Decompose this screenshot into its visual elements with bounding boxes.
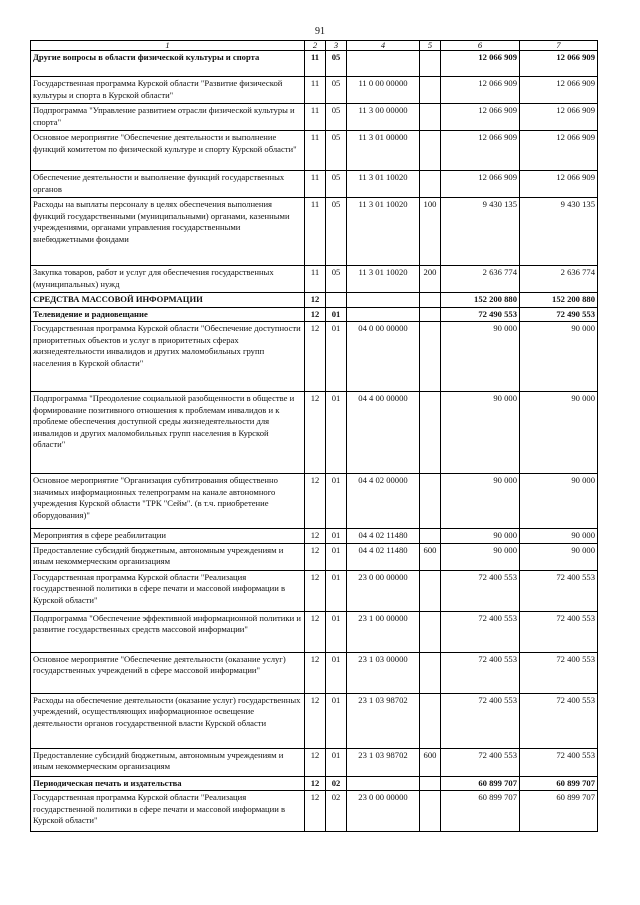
header-col-5: 5 (420, 41, 441, 51)
item-name: Государственная программа Курской области "Реализация государственной политики в сфере печати и массовой информации в Курской области" (31, 570, 305, 611)
amount-year-1: 9 430 135 (441, 198, 520, 266)
expense-type-code (420, 392, 441, 474)
amount-year-2: 90 000 (520, 543, 598, 570)
amount-year-2: 2 636 774 (520, 266, 598, 293)
expense-type-code (420, 791, 441, 832)
amount-year-1: 72 400 553 (441, 611, 520, 652)
section-code: 12 (305, 392, 326, 474)
amount-year-1: 90 000 (441, 392, 520, 474)
table-row (31, 543, 598, 570)
header-col-4: 4 (347, 41, 420, 51)
target-article-code: 11 3 00 00000 (347, 104, 420, 131)
amount-year-2: 72 400 553 (520, 570, 598, 611)
header-col-6: 6 (441, 41, 520, 51)
target-article-code: 04 4 00 00000 (347, 392, 420, 474)
expense-type-code (420, 570, 441, 611)
subsection-code: 01 (326, 570, 347, 611)
amount-year-1: 12 066 909 (441, 51, 520, 77)
item-name: СРЕДСТВА МАССОВОЙ ИНФОРМАЦИИ (31, 293, 305, 308)
expense-type-code (420, 131, 441, 171)
amount-year-1: 72 400 553 (441, 652, 520, 693)
table-row (31, 529, 598, 544)
table-row (31, 791, 598, 832)
amount-year-2: 12 066 909 (520, 171, 598, 198)
target-article-code: 23 1 03 98702 (347, 748, 420, 776)
expense-type-code: 600 (420, 748, 441, 776)
table-row (31, 51, 598, 77)
expense-type-code (420, 307, 441, 322)
table-row (31, 611, 598, 652)
target-article-code: 23 1 03 98702 (347, 693, 420, 748)
amount-year-1: 12 066 909 (441, 77, 520, 104)
target-article-code: 04 4 02 00000 (347, 474, 420, 529)
section-code: 12 (305, 322, 326, 392)
section-code: 12 (305, 570, 326, 611)
table-row (31, 570, 598, 611)
table-row (31, 748, 598, 776)
item-name: Подпрограмма "Управление развитием отрасли физической культуры и спорта" (31, 104, 305, 131)
section-code: 12 (305, 474, 326, 529)
target-article-code: 23 0 00 00000 (347, 791, 420, 832)
table-row (31, 131, 598, 171)
header-col-7: 7 (520, 41, 598, 51)
subsection-code: 01 (326, 529, 347, 544)
subsection-code: 05 (326, 266, 347, 293)
subsection-code: 01 (326, 543, 347, 570)
subsection-code: 01 (326, 652, 347, 693)
section-code: 12 (305, 611, 326, 652)
item-name: Основное мероприятие "Обеспечение деятельности и выполнение функций комитетом по физической культуре и спорту Курской области" (31, 131, 305, 171)
expense-type-code (420, 611, 441, 652)
expense-type-code (420, 51, 441, 77)
amount-year-2: 72 490 553 (520, 307, 598, 322)
amount-year-2: 72 400 553 (520, 652, 598, 693)
section-code: 12 (305, 776, 326, 791)
section-code: 11 (305, 171, 326, 198)
item-name: Предоставление субсидий бюджетным, автономным учреждениям и иным некоммерческим организациям (31, 748, 305, 776)
section-code: 11 (305, 198, 326, 266)
amount-year-1: 90 000 (441, 543, 520, 570)
amount-year-1: 12 066 909 (441, 131, 520, 171)
header-col-2: 2 (305, 41, 326, 51)
target-article-code: 11 3 01 10020 (347, 171, 420, 198)
amount-year-1: 72 490 553 (441, 307, 520, 322)
amount-year-1: 90 000 (441, 474, 520, 529)
section-code: 12 (305, 652, 326, 693)
subsection-code: 05 (326, 77, 347, 104)
expense-type-code (420, 652, 441, 693)
target-article-code: 11 3 01 10020 (347, 266, 420, 293)
amount-year-1: 90 000 (441, 529, 520, 544)
expense-type-code (420, 474, 441, 529)
budget-table (30, 40, 598, 832)
target-article-code: 23 1 03 00000 (347, 652, 420, 693)
expense-type-code (420, 293, 441, 308)
expense-type-code (420, 529, 441, 544)
table-row (31, 307, 598, 322)
target-article-code (347, 51, 420, 77)
amount-year-2: 152 200 880 (520, 293, 598, 308)
table-row (31, 293, 598, 308)
item-name: Телевидение и радиовещание (31, 307, 305, 322)
expense-type-code (420, 693, 441, 748)
section-code: 11 (305, 131, 326, 171)
amount-year-2: 12 066 909 (520, 77, 598, 104)
table-row (31, 77, 598, 104)
item-name: Периодическая печать и издательства (31, 776, 305, 791)
section-code: 12 (305, 307, 326, 322)
item-name: Обеспечение деятельности и выполнение функций государственных органов (31, 171, 305, 198)
section-code: 11 (305, 104, 326, 131)
amount-year-1: 152 200 880 (441, 293, 520, 308)
item-name: Предоставление субсидий бюджетным, автономным учреждениям и иным некоммерческим организациям (31, 543, 305, 570)
target-article-code: 04 4 02 11480 (347, 543, 420, 570)
subsection-code: 01 (326, 474, 347, 529)
item-name: Подпрограмма "Преодоление социальной разобщенности в обществе и формирование позитивного отношения к проблемам инвалидов и к проблеме обеспечения доступной среды жизнедеятельности для инвалидов и других маломобильных групп населения в Курской области" (31, 392, 305, 474)
item-name: Закупка товаров, работ и услуг для обеспечения государственных (муниципальных) нужд (31, 266, 305, 293)
item-name: Подпрограмма "Обеспечение эффективной информационной политики и развитие государственных средств массовой информации" (31, 611, 305, 652)
amount-year-2: 72 400 553 (520, 748, 598, 776)
subsection-code: 01 (326, 748, 347, 776)
item-name: Государственная программа Курской области "Реализация государственной политики в сфере печати и массовой информации в Курской области" (31, 791, 305, 832)
amount-year-1: 72 400 553 (441, 570, 520, 611)
table-row (31, 171, 598, 198)
subsection-code: 05 (326, 51, 347, 77)
page-number: 91 (315, 26, 325, 37)
item-name: Государственная программа Курской области "Обеспечение доступности приоритетных объектов и услуг в приоритетных сферах жизнедеятельности инвалидов и других маломобильных групп населения в Курской области" (31, 322, 305, 392)
target-article-code: 23 0 00 00000 (347, 570, 420, 611)
item-name: Мероприятия в сфере реабилитации (31, 529, 305, 544)
subsection-code: 05 (326, 171, 347, 198)
expense-type-code: 600 (420, 543, 441, 570)
target-article-code: 11 0 00 00000 (347, 77, 420, 104)
subsection-code: 05 (326, 198, 347, 266)
target-article-code: 23 1 00 00000 (347, 611, 420, 652)
header-col-1: 1 (31, 41, 305, 51)
amount-year-2: 72 400 553 (520, 611, 598, 652)
table-row (31, 693, 598, 748)
table-row (31, 322, 598, 392)
amount-year-1: 12 066 909 (441, 104, 520, 131)
table-row (31, 474, 598, 529)
amount-year-2: 90 000 (520, 322, 598, 392)
subsection-code: 05 (326, 131, 347, 171)
amount-year-2: 72 400 553 (520, 693, 598, 748)
amount-year-2: 12 066 909 (520, 104, 598, 131)
amount-year-2: 90 000 (520, 529, 598, 544)
expense-type-code (420, 322, 441, 392)
item-name: Основное мероприятие "Организация субтитрования общественно значимых информационных телепрограмм на канале автономного учреждения Курской области "ТРК "Сейм". (в т.ч. приобретение оборудования)" (31, 474, 305, 529)
amount-year-2: 12 066 909 (520, 51, 598, 77)
amount-year-1: 2 636 774 (441, 266, 520, 293)
subsection-code (326, 293, 347, 308)
amount-year-2: 90 000 (520, 392, 598, 474)
section-code: 11 (305, 266, 326, 293)
section-code: 12 (305, 791, 326, 832)
amount-year-1: 60 899 707 (441, 776, 520, 791)
subsection-code: 01 (326, 307, 347, 322)
item-name: Основное мероприятие "Обеспечение деятельности (оказание услуг) государственных учреждений в сфере массовой информации" (31, 652, 305, 693)
section-code: 11 (305, 51, 326, 77)
expense-type-code (420, 776, 441, 791)
amount-year-2: 9 430 135 (520, 198, 598, 266)
subsection-code: 01 (326, 611, 347, 652)
amount-year-2: 60 899 707 (520, 791, 598, 832)
expense-type-code: 100 (420, 198, 441, 266)
table-row (31, 652, 598, 693)
section-code: 12 (305, 543, 326, 570)
header-col-3: 3 (326, 41, 347, 51)
table-row (31, 266, 598, 293)
target-article-code: 11 3 01 10020 (347, 198, 420, 266)
target-article-code: 04 0 00 00000 (347, 322, 420, 392)
subsection-code: 01 (326, 693, 347, 748)
table-row (31, 776, 598, 791)
amount-year-1: 12 066 909 (441, 171, 520, 198)
section-code: 12 (305, 693, 326, 748)
subsection-code: 02 (326, 776, 347, 791)
expense-type-code (420, 104, 441, 131)
amount-year-1: 90 000 (441, 322, 520, 392)
target-article-code (347, 293, 420, 308)
expense-type-code: 200 (420, 266, 441, 293)
subsection-code: 01 (326, 392, 347, 474)
amount-year-2: 60 899 707 (520, 776, 598, 791)
amount-year-2: 12 066 909 (520, 131, 598, 171)
target-article-code: 04 4 02 11480 (347, 529, 420, 544)
item-name: Другие вопросы в области физической культуры и спорта (31, 51, 305, 77)
item-name: Расходы на обеспечение деятельности (оказание услуг) государственных учреждений, осуществляющих информационное освещение деятельности органов государственной власти Курской области (31, 693, 305, 748)
section-code: 12 (305, 529, 326, 544)
section-code: 12 (305, 748, 326, 776)
target-article-code: 11 3 01 00000 (347, 131, 420, 171)
amount-year-1: 72 400 553 (441, 748, 520, 776)
table-row (31, 104, 598, 131)
table-row (31, 392, 598, 474)
section-code: 11 (305, 77, 326, 104)
subsection-code: 05 (326, 104, 347, 131)
target-article-code (347, 307, 420, 322)
column-header-row (31, 41, 598, 51)
amount-year-2: 90 000 (520, 474, 598, 529)
amount-year-1: 72 400 553 (441, 693, 520, 748)
expense-type-code (420, 77, 441, 104)
table-row (31, 198, 598, 266)
item-name: Государственная программа Курской области "Развитие физической культуры и спорта в Курской области" (31, 77, 305, 104)
expense-type-code (420, 171, 441, 198)
subsection-code: 02 (326, 791, 347, 832)
amount-year-1: 60 899 707 (441, 791, 520, 832)
subsection-code: 01 (326, 322, 347, 392)
item-name: Расходы на выплаты персоналу в целях обеспечения выполнения функций государственными (муниципальными) органами, казенными учреждениями, органами управления государственными внебюджетными фондами (31, 198, 305, 266)
target-article-code (347, 776, 420, 791)
section-code: 12 (305, 293, 326, 308)
